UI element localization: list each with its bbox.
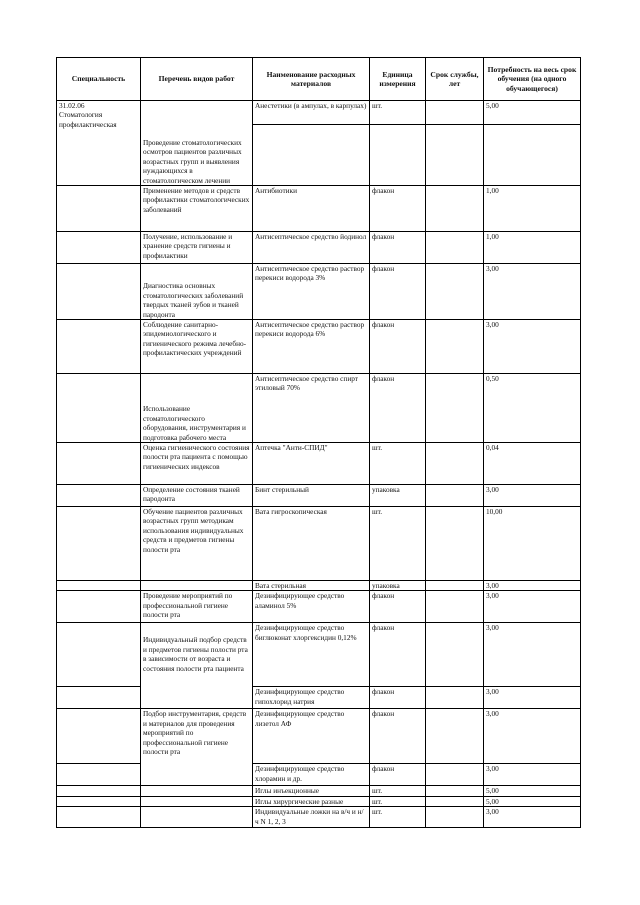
work-cell: Соблюдение санитарно-эпидемиологического и гигиенического режима лечебно-профилактических учреждений bbox=[141, 320, 253, 374]
unit-cell: упаковка bbox=[370, 581, 426, 591]
work-cell: Индивидуальный подбор средств и предметов гигиены полости рта в зависимости от возраста и состояния полости рта пациента bbox=[141, 623, 253, 709]
table-row bbox=[57, 101, 581, 125]
term-cell bbox=[426, 485, 484, 507]
qty-cell: 10,00 bbox=[484, 507, 581, 581]
table-row bbox=[57, 786, 581, 796]
qty-cell: 3,00 bbox=[484, 687, 581, 709]
table-row bbox=[57, 186, 581, 232]
specialty-cell-cont bbox=[57, 709, 141, 764]
table-row bbox=[57, 374, 581, 443]
material-cell: Вата гигроскопическая bbox=[253, 507, 370, 581]
qty-cell: 3,00 bbox=[484, 264, 581, 320]
qty-cell: 5,00 bbox=[484, 101, 581, 125]
material-cell: Антисептическое средство раствор перекиси водорода 6% bbox=[253, 320, 370, 374]
table-row bbox=[57, 709, 581, 764]
specialty-cell-cont bbox=[57, 264, 141, 320]
qty-cell: 5,00 bbox=[484, 786, 581, 796]
qty-cell: 5,00 bbox=[484, 796, 581, 806]
qty-cell: 1,00 bbox=[484, 186, 581, 232]
work-cell: Использование стоматологического оборудования, инструментария и подготовка рабочего места bbox=[141, 374, 253, 443]
material-cell: Аптечка "Анти-СПИД" bbox=[253, 443, 370, 485]
material-cell: Антибиотики bbox=[253, 186, 370, 232]
material-cell: Дезинфицирующее средство лизетол АФ bbox=[253, 709, 370, 764]
specialty-cell-cont bbox=[57, 485, 141, 507]
qty-cell: 3,00 bbox=[484, 485, 581, 507]
unit-cell: флакон bbox=[370, 623, 426, 687]
material-cell: Дезинфицирующее средство аламинол 5% bbox=[253, 591, 370, 623]
header-unit: Единица измерения bbox=[370, 58, 426, 101]
qty-cell: 3,00 bbox=[484, 764, 581, 786]
header-row bbox=[57, 58, 581, 101]
table-row bbox=[57, 807, 581, 828]
term-cell bbox=[426, 264, 484, 320]
specialty-cell-cont bbox=[57, 796, 141, 806]
material-cell: Бинт стерильный bbox=[253, 485, 370, 507]
work-cell: Применение методов и средств профилактики стоматологических заболеваний bbox=[141, 186, 253, 232]
table-row bbox=[57, 623, 581, 687]
term-cell bbox=[426, 807, 484, 828]
material-cell: Дезинфицирующее средство биглюконат хлоргексидин 0,12% bbox=[253, 623, 370, 687]
unit-cell: шт. bbox=[370, 101, 426, 125]
qty-cell: 0,50 bbox=[484, 374, 581, 443]
table-row bbox=[57, 796, 581, 806]
unit-cell: флакон bbox=[370, 232, 426, 264]
unit-cell bbox=[370, 125, 426, 186]
work-cell: Проведение стоматологических осмотров пациентов различных возрастных групп и выявления нуждающихся в стоматологическом лечении bbox=[141, 101, 253, 186]
unit-cell: флакон bbox=[370, 374, 426, 443]
unit-cell: флакон bbox=[370, 186, 426, 232]
term-cell bbox=[426, 232, 484, 264]
term-cell bbox=[426, 786, 484, 796]
qty-cell: 0,04 bbox=[484, 443, 581, 485]
material-cell: Дезинфицирующее средство хлорамин и др. bbox=[253, 764, 370, 786]
table-row bbox=[57, 320, 581, 374]
work-cell bbox=[141, 796, 253, 806]
unit-cell: шт. bbox=[370, 807, 426, 828]
table-row bbox=[57, 764, 581, 786]
material-cell: Анестетики (в ампулах, в карпулах) bbox=[253, 101, 370, 125]
work-cell: Проведение мероприятий по профессиональной гигиене полости рта bbox=[141, 591, 253, 623]
term-cell bbox=[426, 101, 484, 125]
table-row bbox=[57, 443, 581, 485]
header-works: Перечень видов работ bbox=[141, 58, 253, 101]
unit-cell: флакон bbox=[370, 591, 426, 623]
specialty-cell-cont bbox=[57, 764, 141, 786]
material-cell: Индивидуальные ложки на в/ч и н/ч N 1, 2, 3 bbox=[253, 807, 370, 828]
specialty-cell-cont bbox=[57, 687, 141, 709]
work-cell bbox=[141, 581, 253, 591]
header-term: Срок службы, лет bbox=[426, 58, 484, 101]
qty-cell: 3,00 bbox=[484, 591, 581, 623]
material-cell: Антисептическое средство раствор перекиси водорода 3% bbox=[253, 264, 370, 320]
unit-cell: флакон bbox=[370, 264, 426, 320]
material-cell: Вата стерильная bbox=[253, 581, 370, 591]
work-cell: Диагностика основных стоматологических заболеваний твердых тканей зубов и тканей пародонта bbox=[141, 264, 253, 320]
materials-table bbox=[56, 57, 581, 828]
work-cell: Подбор инструментария, средств и материалов для проведения мероприятий по профессиональной гигиене полости рта bbox=[141, 709, 253, 786]
specialty-cell-cont bbox=[57, 507, 141, 581]
work-cell: Оценка гигиенического состояния полости рта пациента с помощью гигиенических индексов bbox=[141, 443, 253, 485]
unit-cell: флакон bbox=[370, 320, 426, 374]
specialty-cell-cont bbox=[57, 591, 141, 623]
work-cell: Обучение пациентов различных возрастных групп методикам использования индивидуальных средств и предметов гигиены полости рта bbox=[141, 507, 253, 581]
qty-cell: 3,00 bbox=[484, 709, 581, 764]
term-cell bbox=[426, 623, 484, 687]
material-cell: Иглы инъекционные bbox=[253, 786, 370, 796]
work-cell: Определение состояния тканей пародонта bbox=[141, 485, 253, 507]
material-cell: Антисептическое средство спирт этиловый 70% bbox=[253, 374, 370, 443]
unit-cell: флакон bbox=[370, 687, 426, 709]
specialty-cell-cont bbox=[57, 374, 141, 443]
term-cell bbox=[426, 591, 484, 623]
qty-cell: 3,00 bbox=[484, 807, 581, 828]
qty-cell bbox=[484, 125, 581, 186]
term-cell bbox=[426, 374, 484, 443]
table-row bbox=[57, 264, 581, 320]
specialty-cell-cont bbox=[57, 623, 141, 687]
term-cell bbox=[426, 443, 484, 485]
qty-cell: 3,00 bbox=[484, 320, 581, 374]
specialty-name-line2: профилактическая bbox=[59, 119, 117, 129]
work-cell: Получение, использование и хранение средств гигиены и профилактики bbox=[141, 232, 253, 264]
header-materials: Наименование расходных материалов bbox=[253, 58, 370, 101]
unit-cell: шт. bbox=[370, 507, 426, 581]
unit-cell: шт. bbox=[370, 786, 426, 796]
table-row bbox=[57, 687, 581, 709]
header-need: Потребность на весь срок обучения (на одного обучающегося) bbox=[484, 58, 581, 101]
table-row bbox=[57, 485, 581, 507]
term-cell bbox=[426, 709, 484, 764]
table-row bbox=[57, 591, 581, 623]
table-row bbox=[57, 507, 581, 581]
term-cell bbox=[426, 186, 484, 232]
work-cell bbox=[141, 807, 253, 828]
specialty-cell-cont bbox=[57, 443, 141, 485]
unit-cell: шт. bbox=[370, 443, 426, 485]
specialty-cell-cont bbox=[57, 581, 141, 591]
unit-cell: упаковка bbox=[370, 485, 426, 507]
material-cell: Дезинфицирующее средство гипохлорид натрия bbox=[253, 687, 370, 709]
unit-cell: шт. bbox=[370, 796, 426, 806]
qty-cell: 3,00 bbox=[484, 581, 581, 591]
unit-cell: флакон bbox=[370, 709, 426, 764]
term-cell bbox=[426, 581, 484, 591]
table-row bbox=[57, 232, 581, 264]
material-cell bbox=[253, 125, 370, 186]
term-cell bbox=[426, 320, 484, 374]
specialty-name-line1: Стоматология bbox=[59, 110, 103, 120]
qty-cell: 3,00 bbox=[484, 623, 581, 687]
term-cell bbox=[426, 764, 484, 786]
qty-cell: 1,00 bbox=[484, 232, 581, 264]
specialty-cell-cont bbox=[57, 807, 141, 828]
specialty-cell-cont bbox=[57, 786, 141, 796]
work-cell bbox=[141, 786, 253, 796]
header-specialty: Специальность bbox=[57, 58, 141, 101]
term-cell bbox=[426, 507, 484, 581]
table-row bbox=[57, 581, 581, 591]
term-cell bbox=[426, 125, 484, 186]
specialty-cell bbox=[57, 101, 141, 186]
unit-cell: флакон bbox=[370, 764, 426, 786]
specialty-cell-cont bbox=[57, 320, 141, 374]
specialty-cell-cont bbox=[57, 232, 141, 264]
term-cell bbox=[426, 687, 484, 709]
material-cell: Антисептическое средство йодинол bbox=[253, 232, 370, 264]
term-cell bbox=[426, 796, 484, 806]
specialty-cell-cont bbox=[57, 186, 141, 232]
specialty-code: 31.02.06 bbox=[59, 101, 85, 110]
material-cell: Иглы хирургические разные bbox=[253, 796, 370, 806]
